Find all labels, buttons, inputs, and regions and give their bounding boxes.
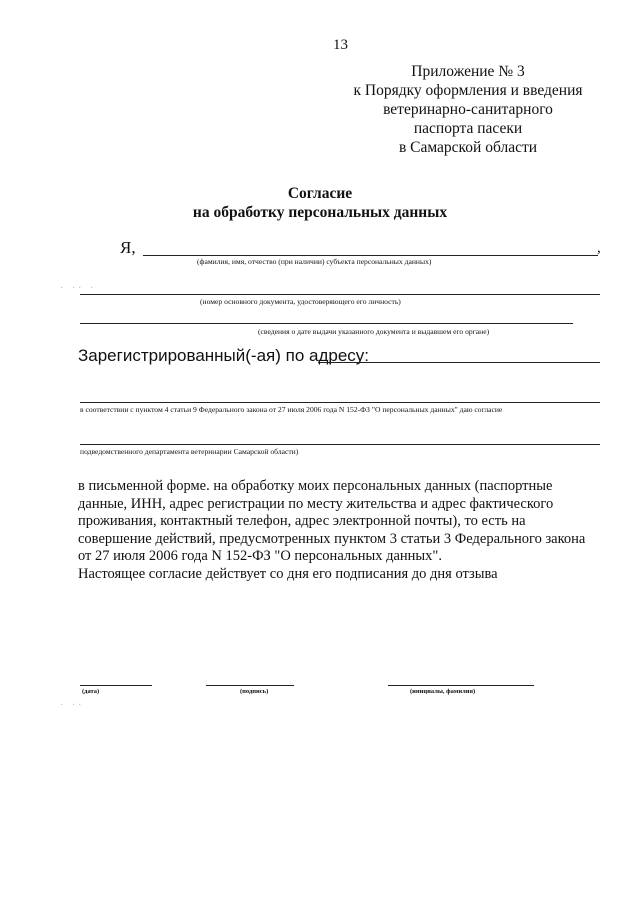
date-line[interactable] xyxy=(80,685,152,686)
annex-line: ветеринарно-санитарного xyxy=(383,101,553,118)
annex-line: Приложение № 3 xyxy=(411,63,525,80)
ya-trailing-comma: , xyxy=(597,240,601,256)
document-number-line[interactable] xyxy=(80,294,600,295)
annex-line: в Самарской области xyxy=(398,139,538,156)
organization-line[interactable] xyxy=(80,444,600,445)
caption-document: (номер основного документа, удостоверяющего его личность) xyxy=(200,297,401,306)
address-line-2[interactable] xyxy=(80,402,600,403)
department-caption: подведомственного департамента ветеринарии Самарской области) xyxy=(80,447,299,456)
validity-paragraph: Настоящее согласие действует со дня его подписания до дня отзыва xyxy=(78,565,498,582)
annex-line: к Порядку оформления и введения xyxy=(353,82,583,99)
scan-specks: · ·· · xyxy=(60,283,97,294)
consent-body xyxy=(78,478,600,583)
name-caption: (инициалы, фамилия) xyxy=(410,688,476,695)
ya-label: Я, xyxy=(120,238,136,257)
fio-field-line[interactable] xyxy=(143,255,598,256)
signature-line[interactable] xyxy=(206,685,294,686)
annex-line: паспорта пасеки xyxy=(413,120,523,137)
registered-label: Зарегистрированный(-ая) по адресу: xyxy=(78,346,370,365)
consent-paragraph: в письменной форме. на обработку моих персональных данных (паспортные данные, ИНН, адрес регистрации по месту жительства и адрес фактического проживания, контактный телефон, адрес электронной почты), то есть на совершение действий, предусмотренных пунктом 3 статьи 3 Федерального закона от 27 июля 2006 года N 152-ФЗ "О персональных данных". xyxy=(78,478,586,564)
document-subtitle: на обработку персональных данных xyxy=(192,204,448,221)
caption-fio: (фамилия, имя, отчество (при наличии) субъекта персональных данных) xyxy=(197,257,432,266)
annex-header xyxy=(338,62,598,157)
signature-caption: (подпись) xyxy=(240,688,269,695)
scan-specks: · ·· xyxy=(60,700,85,711)
caption-issue: (сведения о дате выдачи указанного документа и выдавшем его органе) xyxy=(258,327,490,336)
document-title: Согласие xyxy=(287,185,353,202)
date-caption: (дата) xyxy=(82,688,100,695)
name-line[interactable] xyxy=(388,685,534,686)
issue-info-line[interactable] xyxy=(80,323,573,324)
law-reference: в соответствии с пунктом 4 статьи 9 Федерального закона от 27 июля 2006 года N 152-ФЗ "О персональных данных" даю согласие xyxy=(80,405,503,414)
address-line-1[interactable] xyxy=(318,362,600,363)
page-number: 13 xyxy=(333,37,348,53)
